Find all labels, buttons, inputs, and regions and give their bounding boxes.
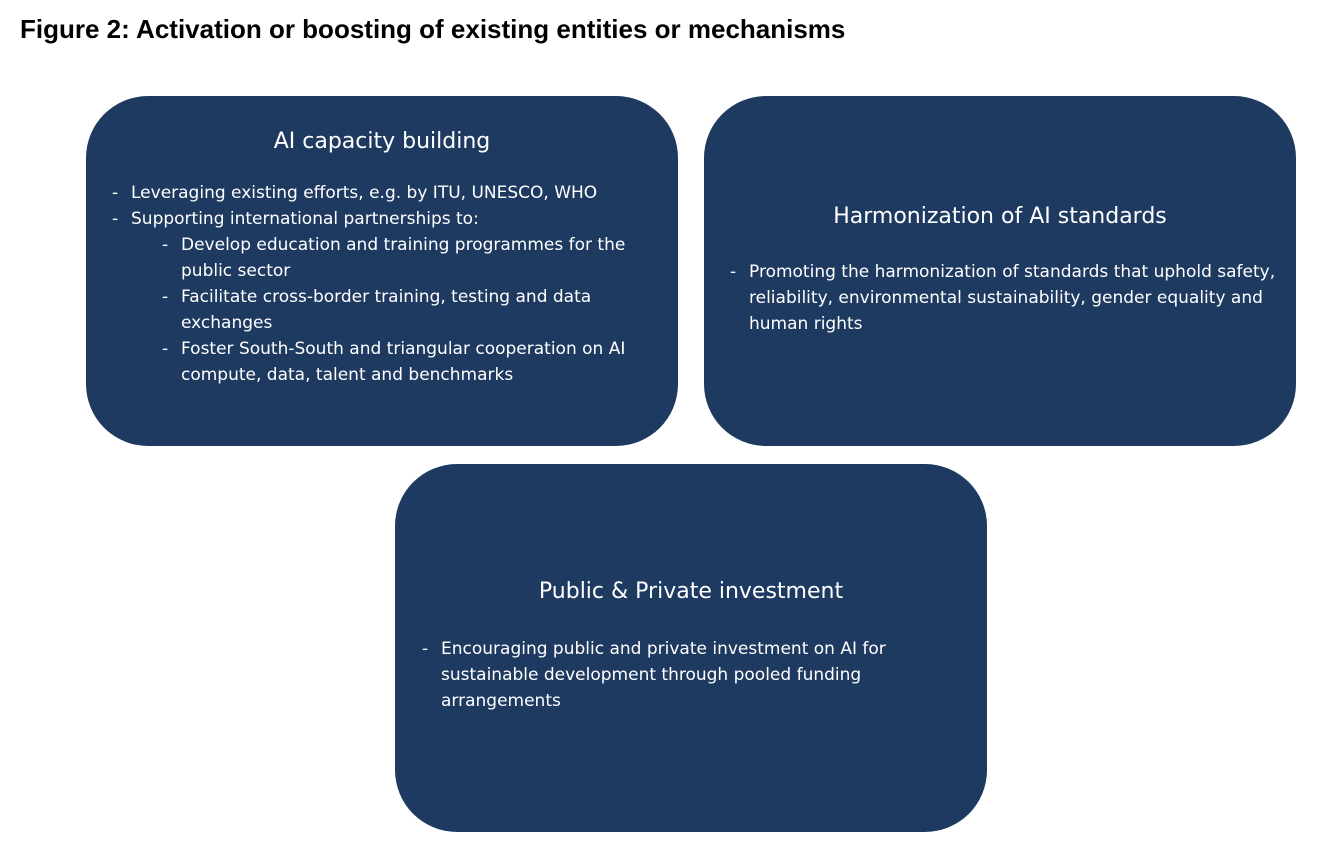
figure-title: Figure 2: Activation or boosting of existing entities or mechanisms bbox=[20, 14, 846, 44]
investment-list bbox=[441, 636, 947, 714]
harmonization-of-ai-standards-box bbox=[704, 96, 1296, 446]
list-item bbox=[131, 180, 658, 206]
sub-list-item bbox=[181, 336, 658, 388]
list-item bbox=[441, 636, 947, 714]
list-item-text: Supporting international partnerships to: bbox=[131, 209, 479, 229]
sub-list-item-text: Develop education and training programmes for the public sector bbox=[181, 235, 626, 281]
list-item-text: Promoting the harmonization of standards that uphold safety, reliability, environmental sustainability, gender equality and human rights bbox=[749, 262, 1276, 334]
public-private-investment-title: Public & Private investment bbox=[538, 579, 844, 604]
sub-list-item-text: Facilitate cross-border training, testing and data exchanges bbox=[181, 287, 592, 333]
sub-list-item bbox=[181, 284, 658, 336]
ai-capacity-building-list bbox=[131, 180, 658, 388]
sub-list-item-text: Foster South-South and triangular cooperation on AI compute, data, talent and benchmarks bbox=[181, 339, 626, 385]
list-item-text: Encouraging public and private investment on AI for sustainable development through pooled funding arrangements bbox=[441, 639, 886, 711]
ai-capacity-building-title: AI capacity building bbox=[273, 129, 491, 154]
list-item bbox=[749, 259, 1276, 337]
partnerships-sublist bbox=[131, 232, 658, 388]
public-private-investment-box bbox=[395, 464, 987, 832]
list-item bbox=[131, 206, 658, 388]
ai-capacity-building-box bbox=[86, 96, 678, 446]
harmonization-of-ai-standards-title: Harmonization of AI standards bbox=[833, 204, 1167, 229]
sub-list-item bbox=[181, 232, 658, 284]
list-item-text: Leveraging existing efforts, e.g. by ITU, UNESCO, WHO bbox=[131, 183, 598, 203]
harmonization-list bbox=[749, 259, 1276, 337]
